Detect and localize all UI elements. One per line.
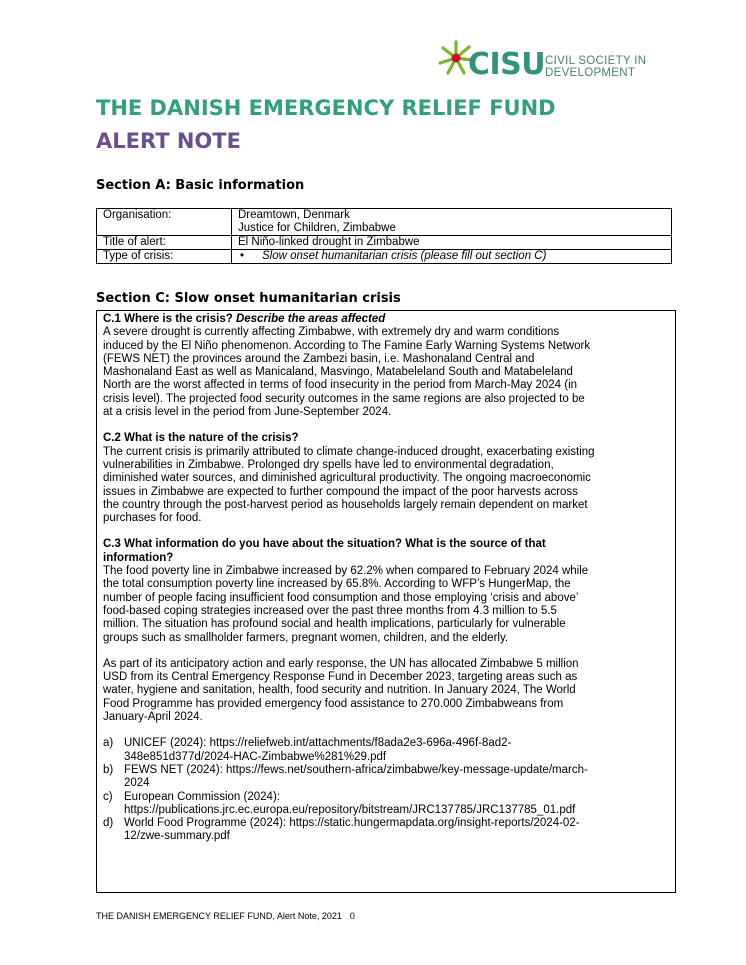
c1-question <box>103 313 669 326</box>
reference-item <box>103 791 669 818</box>
organisation-value-line2: Justice for Children, Zimbabwe <box>238 222 396 234</box>
document-title: THE DANISH EMERGENCY RELIEF FUND <box>96 96 556 120</box>
alert-title-value: El Niño-linked drought in Zimbabwe <box>232 236 672 250</box>
reference-label: c) <box>103 790 113 803</box>
alert-title-label: Title of alert: <box>97 236 232 250</box>
reference-label: a) <box>103 737 114 750</box>
c3-question-line1: C.3 What information do you have about the situation? What is the source of that <box>103 538 546 551</box>
c2-line: vulnerabilities in Zimbabwe. Prolonged dry spells have led to environmental degradation, <box>103 458 554 471</box>
c3-line: Food Programme has provided emergency food assistance to 270.000 Zimbabweans from <box>103 697 564 710</box>
c3-line: As part of its anticipatory action and early response, the UN has allocated Zimbabwe 5 million <box>103 657 579 670</box>
c2-line: issues in Zimbabwe are expected to further compound the impact of the poor harvests across <box>103 485 578 498</box>
c3-line: The food poverty line in Zimbabwe increased by 62.2% when compared to February 2024 while <box>103 565 589 578</box>
c3-line: USD from its Central Emergency Response Fund in December 2023, targeting areas such as <box>103 671 578 684</box>
c1-question-text: C.1 Where is the crisis? <box>103 313 233 325</box>
c1-line: induced by the El Niño phenomenon. According to The Famine Early Warning Systems Network <box>103 339 591 352</box>
logo-tagline-line1: CIVIL SOCIETY IN <box>545 55 647 67</box>
c1-line: (FEWS NET) the provinces around the Zambezi basin, i.e. Mashonaland Central and <box>103 352 535 365</box>
organisation-value-line1: Dreamtown, Denmark <box>238 209 350 221</box>
page-number: 0 <box>349 911 355 921</box>
document-subtitle: ALERT NOTE <box>96 129 241 153</box>
reference-line: European Commission (2024): <box>124 790 280 803</box>
reference-list <box>103 737 669 843</box>
reference-label: d) <box>103 817 114 830</box>
c1-question-italic: Describe the areas affected <box>235 313 386 325</box>
section-a-heading: Section A: Basic information <box>96 178 305 193</box>
logo-tagline-line2: DEVELOPMENT <box>545 67 636 79</box>
c1-line: A severe drought is currently affecting Zimbabwe, with extremely dry and warm conditions <box>103 326 560 339</box>
c3-line: water, hygiene and sanitation, health, food security and nutrition. In January 2024, The World <box>103 684 576 697</box>
c2-line: purchases for food. <box>103 512 202 525</box>
table-row <box>97 250 672 264</box>
basic-info-table <box>96 208 672 264</box>
c1-answer <box>103 326 669 419</box>
section-c-heading: Section C: Slow onset humanitarian crisis <box>96 291 401 306</box>
reference-line: 12/zwe-summary.pdf <box>124 830 230 843</box>
cisu-logo <box>438 38 658 86</box>
logo-wordmark: CISU <box>468 47 546 82</box>
reference-line: 2024 <box>124 777 150 790</box>
reference-item <box>103 817 669 844</box>
c1-line: at a crisis level in the period from June-September 2024. <box>103 406 392 419</box>
organisation-value <box>232 209 672 236</box>
c3-line: January-April 2024. <box>103 711 203 724</box>
crisis-type-text: Slow onset humanitarian crisis (please fill out section C) <box>262 250 547 262</box>
c2-answer <box>103 446 669 526</box>
table-row <box>97 209 672 236</box>
c3-line: million. The situation has profound social and health implications, particularly for vulnerable <box>103 618 566 631</box>
c1-line: crisis level). The projected food security outcomes in the same regions are also projected to be <box>103 392 585 405</box>
reference-line: https://publications.jrc.ec.europa.eu/repository/bitstream/JRC137785/JRC137785_01.pdf <box>124 803 576 816</box>
c3-line: number of people facing insufficient food consumption and those employing ‘crisis and above’ <box>103 591 579 604</box>
crisis-type-value <box>232 250 672 264</box>
c3-paragraph-1 <box>103 565 669 645</box>
c2-question: C.2 What is the nature of the crisis? <box>103 432 299 445</box>
footer-text: THE DANISH EMERGENCY RELIEF FUND, Alert Note, 2021 <box>96 911 342 921</box>
c3-line: the total consumption poverty line increased by 65.8%. According to WFP’s HungerMap, the <box>103 578 571 591</box>
bullet-icon: • <box>240 250 245 262</box>
c3-question-line2: information? <box>103 551 174 564</box>
reference-item <box>103 737 669 764</box>
c2-line: diminished water sources, and diminished agricultural productivity. The ongoing macroeconomic <box>103 472 591 485</box>
reference-line: World Food Programme (2024): https://static.hungermapdata.org/insight-reports/2024-02- <box>124 817 580 830</box>
reference-item <box>103 764 669 791</box>
crisis-type-label: Type of crisis: <box>97 250 232 264</box>
reference-line: UNICEF (2024): https://reliefweb.int/attachments/f8ada2e3-696a-496f-8ad2- <box>124 737 512 750</box>
c1-line: Mashonaland East as well as Manicaland, Masvingo, Matabeleland South and Matabeleland <box>103 366 573 379</box>
c3-line: groups such as smallholder farmers, pregnant women, children, and the elderly. <box>103 631 509 644</box>
page-footer <box>96 911 355 922</box>
c1-line: North are the worst affected in terms of food insecurity in the period from March-May 2024 (in <box>103 379 578 392</box>
c2-line: the country through the post-harvest period as households largely remain dependent on market <box>103 498 588 511</box>
reference-label: b) <box>103 763 114 776</box>
reference-line: 348e851d377d/2024-HAC-Zimbabwe%281%29.pdf <box>124 750 387 763</box>
section-c-box <box>96 310 676 893</box>
organisation-label: Organisation: <box>97 209 232 236</box>
reference-line: FEWS NET (2024): https://fews.net/southern-africa/zimbabwe/key-message-update/march- <box>124 763 588 776</box>
c3-paragraph-2 <box>103 658 669 724</box>
c2-line: The current crisis is primarily attributed to climate change-induced drought, exacerbating existing <box>103 445 595 458</box>
c3-line: food-based coping strategies increased over the past three months from 4.3 million to 5.5 <box>103 604 557 617</box>
logo-tagline <box>545 55 646 79</box>
table-row <box>97 236 672 250</box>
